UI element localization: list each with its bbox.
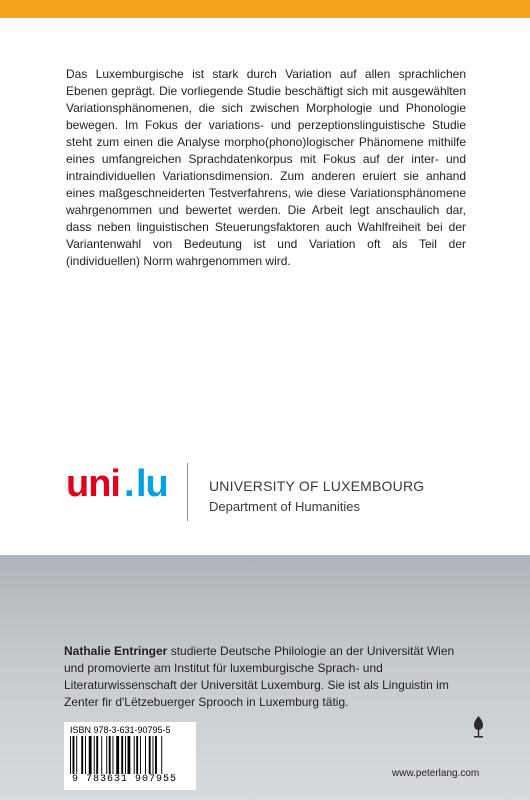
barcode-bar xyxy=(145,736,146,774)
barcode-bar xyxy=(101,736,102,774)
barcode-bar xyxy=(149,736,151,774)
barcode-bar xyxy=(155,736,157,774)
author-name: Nathalie Entringer xyxy=(64,644,168,658)
barcode-bar xyxy=(128,736,131,774)
barcode-bar xyxy=(140,736,141,774)
barcode-bar xyxy=(136,736,138,774)
peter-lang-logo xyxy=(472,716,485,738)
barcode-bar xyxy=(76,736,77,774)
barcode-bar xyxy=(106,736,107,774)
logo-divider xyxy=(187,463,188,521)
barcode-bar xyxy=(153,736,154,774)
university-name: UNIVERSITY OF LUXEMBOURG xyxy=(209,478,425,494)
logo-uni-text: uni xyxy=(66,466,120,502)
barcode-bar xyxy=(89,736,92,774)
isbn-label: ISBN 978-3-631-90795-5 xyxy=(70,725,171,735)
barcode-bars xyxy=(70,736,190,774)
publisher-url: www.peterlang.com xyxy=(392,768,480,779)
book-description: Das Luxemburgische ist stark durch Variation auf allen sprachlichen Ebenen geprägt. Die vorliegende Studie beschäftigt sich mit ausgewählten Variationsphänomenen, die sich zwischen Morphologie und Phonologie bewegen. Im Fokus der variations- und perzeptionslinguistische Studie steht zum einen die Analyse morpho(phono)logischer Phänomene mithilfe eines umfangreichen Sprachdatenkorpus mit Fokus auf der inter- und intraindividuellen Variationsdimension. Zum anderen eruiert sie anhand eines maßgeschneiderten Testverfahrens, wie diese Variationsphänomene wahrgenommen und bewertet werden. Die Arbeit legt anschaulich dar, dass neben linguistischen Steuerungsfaktoren auch Wahlfreiheit bei der Variantenwahl von Bedeutung ist und Variation oft als Teil der (individuellen) Norm wahrgenommen wird. xyxy=(66,67,466,268)
top-accent-bar xyxy=(0,0,530,18)
author-bio xyxy=(64,643,469,711)
barcode-bar xyxy=(121,736,123,774)
logo-lu-text: lu xyxy=(136,466,168,502)
barcode-bar xyxy=(70,736,71,774)
logo-dot-text: . xyxy=(124,466,135,502)
barcode-bar xyxy=(125,736,126,774)
barcode-bar xyxy=(94,736,95,774)
barcode-bar xyxy=(109,736,111,774)
barcode-bar xyxy=(116,736,119,774)
barcode-bar xyxy=(73,736,75,774)
author-bio-text: studierte Deutsche Philologie an der Universität Wien und promovierte am Institut für luxemburgische Sprach- und Literaturwissenschaft der Universität Luxemburg. Sie ist als Linguistin im Zenter fir d'Lëtzebuerger Sprooch in Luxemburg tätig. xyxy=(64,644,455,709)
barcode-bar xyxy=(81,736,83,774)
department-name: Department of Humanities xyxy=(209,499,361,514)
barcode-bar xyxy=(85,736,86,774)
barcode-bar xyxy=(96,736,98,774)
barcode-bar xyxy=(134,736,135,774)
isbn-barcode xyxy=(64,722,196,790)
barcode-digits: 9 783631 907955 xyxy=(72,774,178,785)
barcode-bar xyxy=(161,736,162,774)
uni-lu-logo xyxy=(66,466,176,502)
barcode-bar xyxy=(113,736,114,774)
